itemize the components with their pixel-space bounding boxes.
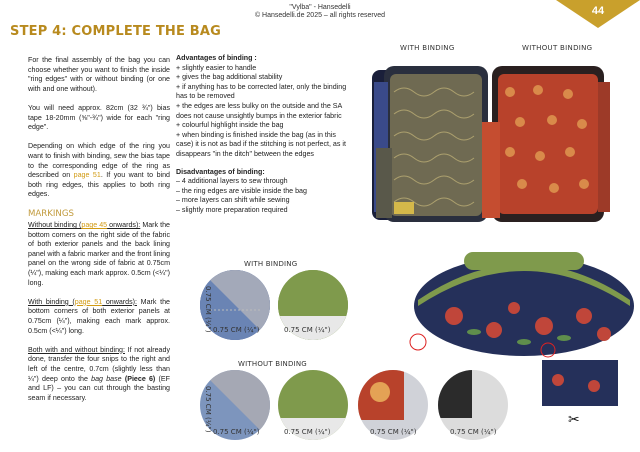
without-binding-photo-label: WITHOUT BINDING (522, 44, 593, 52)
intro-paragraph: For the final assembly of the bag you can choose whether you want to finish the inside "ring edges" with or without binding (or one with and one without). (28, 56, 170, 93)
both-label: Both with and without binding: (28, 345, 125, 354)
disadvantages-heading: Disadvantages of binding: (176, 167, 265, 176)
snip-detail-photo (538, 356, 622, 432)
both-text-c: (EF and LF) – you can cut through the basting seam if necessary. (28, 374, 170, 402)
binding-text-b: . If you want to bind both ring edges, this applies to both ring edges. (28, 171, 170, 199)
page-number: 44 (591, 5, 605, 17)
advantages-heading: Advantages of binding : (176, 54, 257, 62)
bags-comparison-photo (370, 52, 614, 224)
markings-heading: MARKINGS (28, 208, 74, 219)
markings-both (28, 346, 170, 404)
advantage-item: + if anything has to be corrected later, only the binding has to be removed (176, 82, 347, 101)
binding-text-a: Depending on which edge of the ring you want to finish with binding, sew the bias tape to the corresponding edge of the ring as described on (28, 142, 170, 180)
with-binding-onwards: onwards): (102, 297, 137, 306)
page-51-link[interactable]: page 51 (73, 171, 101, 180)
binding-paragraph (28, 142, 170, 200)
with-binding-photo-label: WITH BINDING (400, 44, 455, 52)
measure-label: 0.75 CM (¼") (213, 326, 260, 334)
advantage-item: + colourful highlight inside the bag (176, 121, 284, 130)
disadvantage-item: – 4 additional layers to sew through (176, 177, 288, 186)
instructions-column (28, 56, 170, 413)
with-binding-text: Mark the bottom corners of both exterior panels at 0.75cm (¼"), making each mark approx. 0.5cm (<¼") long. (28, 297, 170, 335)
measure-vertical-label: 0.75 CM (¼") (204, 386, 212, 433)
page-number-badge (556, 0, 640, 30)
bag-lining-photo (404, 246, 636, 358)
disadvantage-item: – more layers can shift while sewing (176, 196, 290, 205)
advantage-item: + slightly easier to handle (176, 63, 257, 72)
with-binding-section-label: WITH BINDING (244, 260, 298, 268)
piece-6-ref: (Piece 6) (124, 374, 156, 383)
page-45-link[interactable]: page 45 (81, 221, 108, 230)
page-header (0, 4, 640, 20)
measure-label: 0.75 CM (¼") (284, 428, 331, 436)
without-binding-label: Without binding ( (28, 221, 82, 230)
page-51-link-2[interactable]: page 51 (74, 297, 103, 306)
without-binding-onwards: onwards): (107, 221, 141, 230)
measure-label: 0.75 CM (¼") (450, 428, 497, 436)
measure-label: 0.75 CM (¼") (213, 428, 260, 436)
header-title: "Vylba" - Hansedelli (289, 4, 351, 11)
advantage-item: + gives the bag additional stability (176, 73, 283, 82)
measure-label: 0.75 CM (¼") (284, 326, 331, 334)
bias-tape-paragraph: You will need approx. 82cm (32 ¾") bias tape 18-20mm (⅝"-¾") wide for each "ring edge". (28, 103, 170, 132)
both-text-a: If not already done, transfer the four snips to the right and left of the centre, 0.7cm (slightly less than ¼") deep onto the (28, 345, 170, 383)
bag-base-term: bag base (91, 374, 122, 383)
with-binding-label: With binding ( (28, 297, 75, 306)
advantages-column (176, 54, 354, 216)
without-binding-text: Mark the bottom corners on the right side of the fabric of both exterior panels and the back lining panel with a fabric marker and the front lining panel on the wrong side of fabric at 0.75cm (¼"), making each mark approx. 0.5cm (<¼") long. (28, 221, 170, 287)
advantage-item: + the edges are less bulky on the outside and the SA does not cause unsightly bumps in the exterior fabric (176, 101, 342, 120)
disadvantage-item: – the ring edges are visible inside the bag (176, 186, 307, 195)
scissors-icon: ✂ (568, 412, 580, 428)
markings-without-binding (28, 221, 170, 288)
step-title: STEP 4: COMPLETE THE BAG (10, 24, 222, 39)
header-copyright: © Hansedelli.de 2025 – all rights reserved (254, 12, 386, 19)
without-binding-section-label: WITHOUT BINDING (238, 360, 307, 368)
advantage-item: + when binding is finished inside the bag (as in this case) it is not as bad if the stitching is not perfect, as it disappears "in the ditch" between the edges (176, 130, 346, 158)
measure-vertical-label: 0.75 CM (¼") (204, 286, 212, 333)
markings-with-binding (28, 298, 170, 336)
disadvantage-item: – slightly more preparation required (176, 205, 288, 214)
measure-label: 0.75 CM (¼") (370, 428, 417, 436)
